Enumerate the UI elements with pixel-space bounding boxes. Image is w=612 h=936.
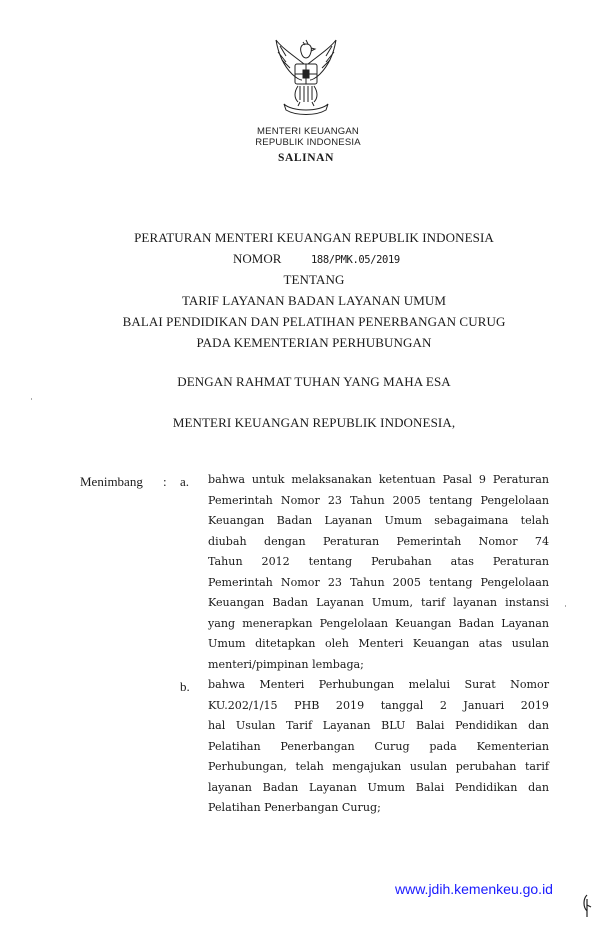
- considering-item-a: [208, 470, 549, 675]
- text-line: Pelatihan Penerbangan Curug;: [208, 801, 381, 814]
- scan-speck: [565, 605, 566, 607]
- invocation: DENGAN RAHMAT TUHAN YANG MAHA ESA: [177, 374, 451, 389]
- considering-item-b: [208, 675, 549, 819]
- text-line: Tahun 2012 tentang Perubahan atas Peraturan: [208, 555, 549, 568]
- text-line: menteri/pimpinan lembaga;: [208, 657, 364, 671]
- ministry-name-line2: REPUBLIK INDONESIA: [255, 137, 361, 148]
- ministry-name-line1: MENTERI KEUANGAN: [257, 126, 359, 137]
- subject-line-2: BALAI PENDIDIKAN DAN PELATIHAN PENERBANGAN CURUG: [122, 314, 506, 329]
- subject-line-1: TARIF LAYANAN BADAN LAYANAN UMUM: [181, 293, 447, 308]
- text-line: yang menerapkan Pengelolaan Keuangan Badan Layanan: [208, 616, 549, 630]
- text-line: diubah dengan Peraturan Pemerintah Nomor 74: [208, 534, 549, 548]
- text-line: Pemerintah Nomor 23 Tahun 2005 tentang Pengelolaan: [208, 575, 549, 589]
- text-line: bahwa Menteri Perhubungan melalui Surat Nomor: [208, 678, 549, 691]
- subject-line-3: PADA KEMENTERIAN PERHUBUNGAN: [196, 335, 432, 350]
- text-line: Perhubungan, telah mengajukan usulan perubahan tarif: [208, 760, 549, 773]
- text-line: KU.202/1/15 PHB 2019 tanggal 2 Januari 2019: [208, 698, 549, 712]
- issuer: MENTERI KEUANGAN REPUBLIK INDONESIA,: [172, 415, 456, 430]
- garuda-emblem-icon: [270, 34, 342, 118]
- text-line: Umum ditetapkan oleh Menteri Keuangan atas usulan: [208, 637, 549, 650]
- considering-colon: :: [163, 474, 167, 489]
- tentang-label: TENTANG: [283, 272, 345, 287]
- text-line: hal Usulan Tarif Layanan BLU Balai Pendidikan dan: [208, 719, 549, 732]
- item-letter-b: b.: [180, 679, 190, 694]
- text-line: Pemerintah Nomor 23 Tahun 2005 tentang Pengelolaan: [208, 493, 549, 507]
- text-line: Keuangan Badan Layanan Umum, tarif layanan instansi: [208, 596, 549, 609]
- regulation-number: [233, 251, 400, 267]
- page-corner-mark-icon: [582, 893, 594, 919]
- item-letter-a: a.: [180, 474, 190, 489]
- nomor-value: 188/PMK.05/2019: [311, 254, 400, 266]
- considering-label: Menimbang: [80, 474, 143, 489]
- text-line: Pelatihan Penerbangan Curug pada Kementerian: [208, 739, 549, 753]
- scan-speck: [31, 398, 32, 400]
- text-line: bahwa untuk melaksanakan ketentuan Pasal 9 Peraturan: [208, 473, 549, 486]
- nomor-label: NOMOR: [233, 251, 282, 266]
- regulation-title: PERATURAN MENTERI KEUANGAN REPUBLIK INDONESIA: [134, 230, 494, 245]
- text-line: Keuangan Badan Layanan Umum sebagaimana telah: [208, 514, 549, 527]
- text-line: layanan Badan Layanan Umum Balai Pendidikan dan: [208, 780, 549, 794]
- copy-label: SALINAN: [278, 152, 334, 164]
- jdih-website-link[interactable]: www.jdih.kemenkeu.go.id: [395, 881, 553, 897]
